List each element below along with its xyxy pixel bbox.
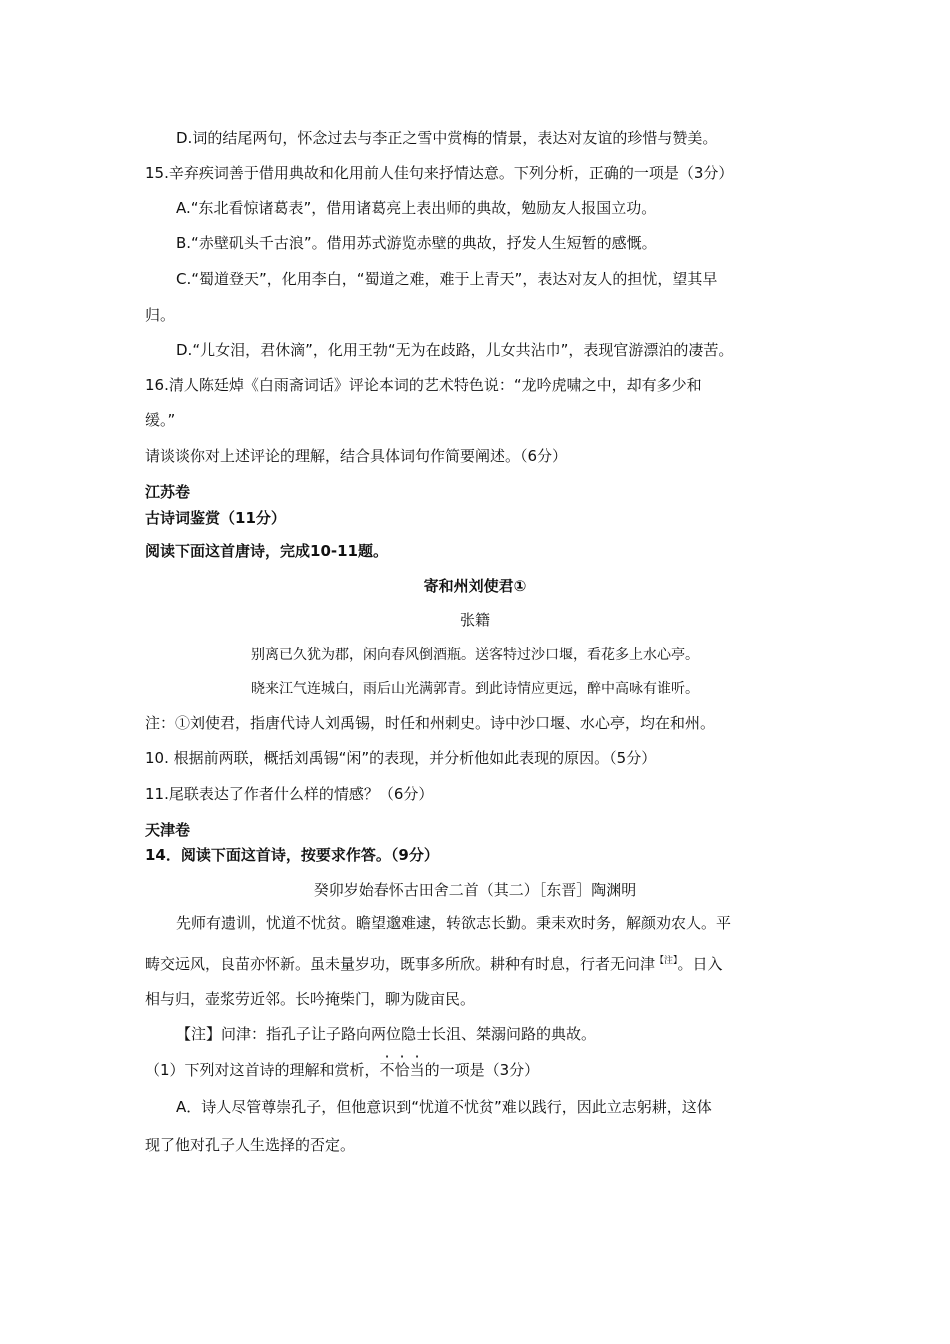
option-d-q14: D.词的结尾两句，怀念过去与李正之雪中赏梅的情景，表达对友谊的珍惜与赞美。: [176, 129, 718, 147]
question-14-1-tail: 的一项是（3分）: [424, 1061, 540, 1079]
note-marker: 【注】: [655, 956, 678, 966]
poem2-line-2-text: 畴交远风，良苗亦怀新。虽未量岁功，既事多所欣。耕种有时息，行者无问津: [145, 955, 656, 973]
question-14-1: [145, 1060, 539, 1080]
poem2-line-2-end: 。日入: [677, 955, 723, 973]
option-d-q15: D.“儿女泪，君休滴”，化用王勃“无为在歧路，儿女共沾巾”，表现官游漂泊的凄苦。: [176, 341, 734, 359]
question-16-prompt: 请谈谈你对上述评论的理解，结合具体词句作简要阐述。（6分）: [145, 447, 568, 465]
emphasis-char-2: 恰: [394, 1061, 410, 1079]
section-heading-poetry: 古诗词鉴赏（11分）: [145, 509, 286, 527]
poem-author: 张籍: [459, 611, 490, 629]
option-a-q15: A.“东北看惊诸葛表”，借用诸葛亮上表出师的典故，勉励友人报国立功。: [176, 199, 657, 217]
option-b-q15: B.“赤壁矶头千古浪”。借用苏式游览赤壁的典故，抒发人生短暂的感慨。: [176, 234, 657, 252]
emphasis-char-3: 当: [409, 1061, 425, 1079]
option-c-q15: C.“蜀道登天”，化用李白，“蜀道之难，难于上青天”，表达对友人的担忧，望其早: [176, 270, 718, 288]
section-jiangsu: 江苏卷: [145, 483, 191, 501]
poem2-line-1: 先师有遗训，忧道不忧贫。瞻望邈难逮，转欲志长勤。秉耒欢时务，解颜劝农人。平: [176, 914, 732, 932]
emphasis-char-1: 不: [379, 1061, 395, 1079]
question-14-tianjin: 14．阅读下面这首诗，按要求作答。（9分）: [145, 846, 439, 864]
section-tianjin: 天津卷: [145, 821, 191, 839]
question-15: 15.辛弃疾词善于借用典故和化用前人佳句来抒情达意。下列分析，正确的一项是（3分）: [145, 164, 734, 182]
question-14-1-lead: （1）下列对这首诗的理解和赏析，: [145, 1061, 380, 1079]
option-a-q14-1: A．诗人尽管尊崇孔子，但他意识到“忧道不忧贫”难以践行，因此立志躬耕，这体: [176, 1098, 712, 1116]
poem-line-2: 晓来江气连城白，雨后山光满郭青。到此诗情应更远，醉中高咏有谁听。: [251, 681, 699, 697]
option-c-q15-cont: 归。: [145, 306, 176, 324]
question-16-cont: 缓。”: [145, 411, 176, 429]
poem-note: 注：①刘使君，指唐代诗人刘禹锡，时任和州刺史。诗中沙口堰、水心亭，均在和州。: [145, 714, 716, 732]
poem-title: 寄和州刘使君①: [423, 577, 527, 595]
option-a-q14-1-cont: 现了他对孔子人生选择的否定。: [145, 1136, 356, 1154]
question-16: 16.清人陈廷焯《白雨斋词话》评论本词的艺术特色说：“龙吟虎啸之中，却有多少和: [145, 376, 702, 394]
question-10: 10. 根据前两联，概括刘禹锡“闲”的表现，并分析他如此表现的原因。（5分）: [145, 749, 657, 767]
poem2-line-3: 相与归，壶浆劳近邻。长吟掩柴门，聊为陇亩民。: [145, 990, 476, 1008]
poem-line-1: 别离已久犹为郡，闲向春风倒酒瓶。送客特过沙口堰，看花多上水心亭。: [251, 647, 699, 663]
reading-instruction: 阅读下面这首唐诗，完成10-11题。: [145, 542, 388, 560]
poem2-title: 癸卯岁始春怀古田舍二首（其二）［东晋］陶渊明: [313, 881, 637, 899]
poem2-line-2: [145, 951, 723, 974]
poem2-note: 【注】问津：指孔子让子路向两位隐士长沮、桀溺问路的典故。: [176, 1025, 597, 1043]
question-11: 11.尾联表达了作者什么样的情感？（6分）: [145, 785, 434, 803]
